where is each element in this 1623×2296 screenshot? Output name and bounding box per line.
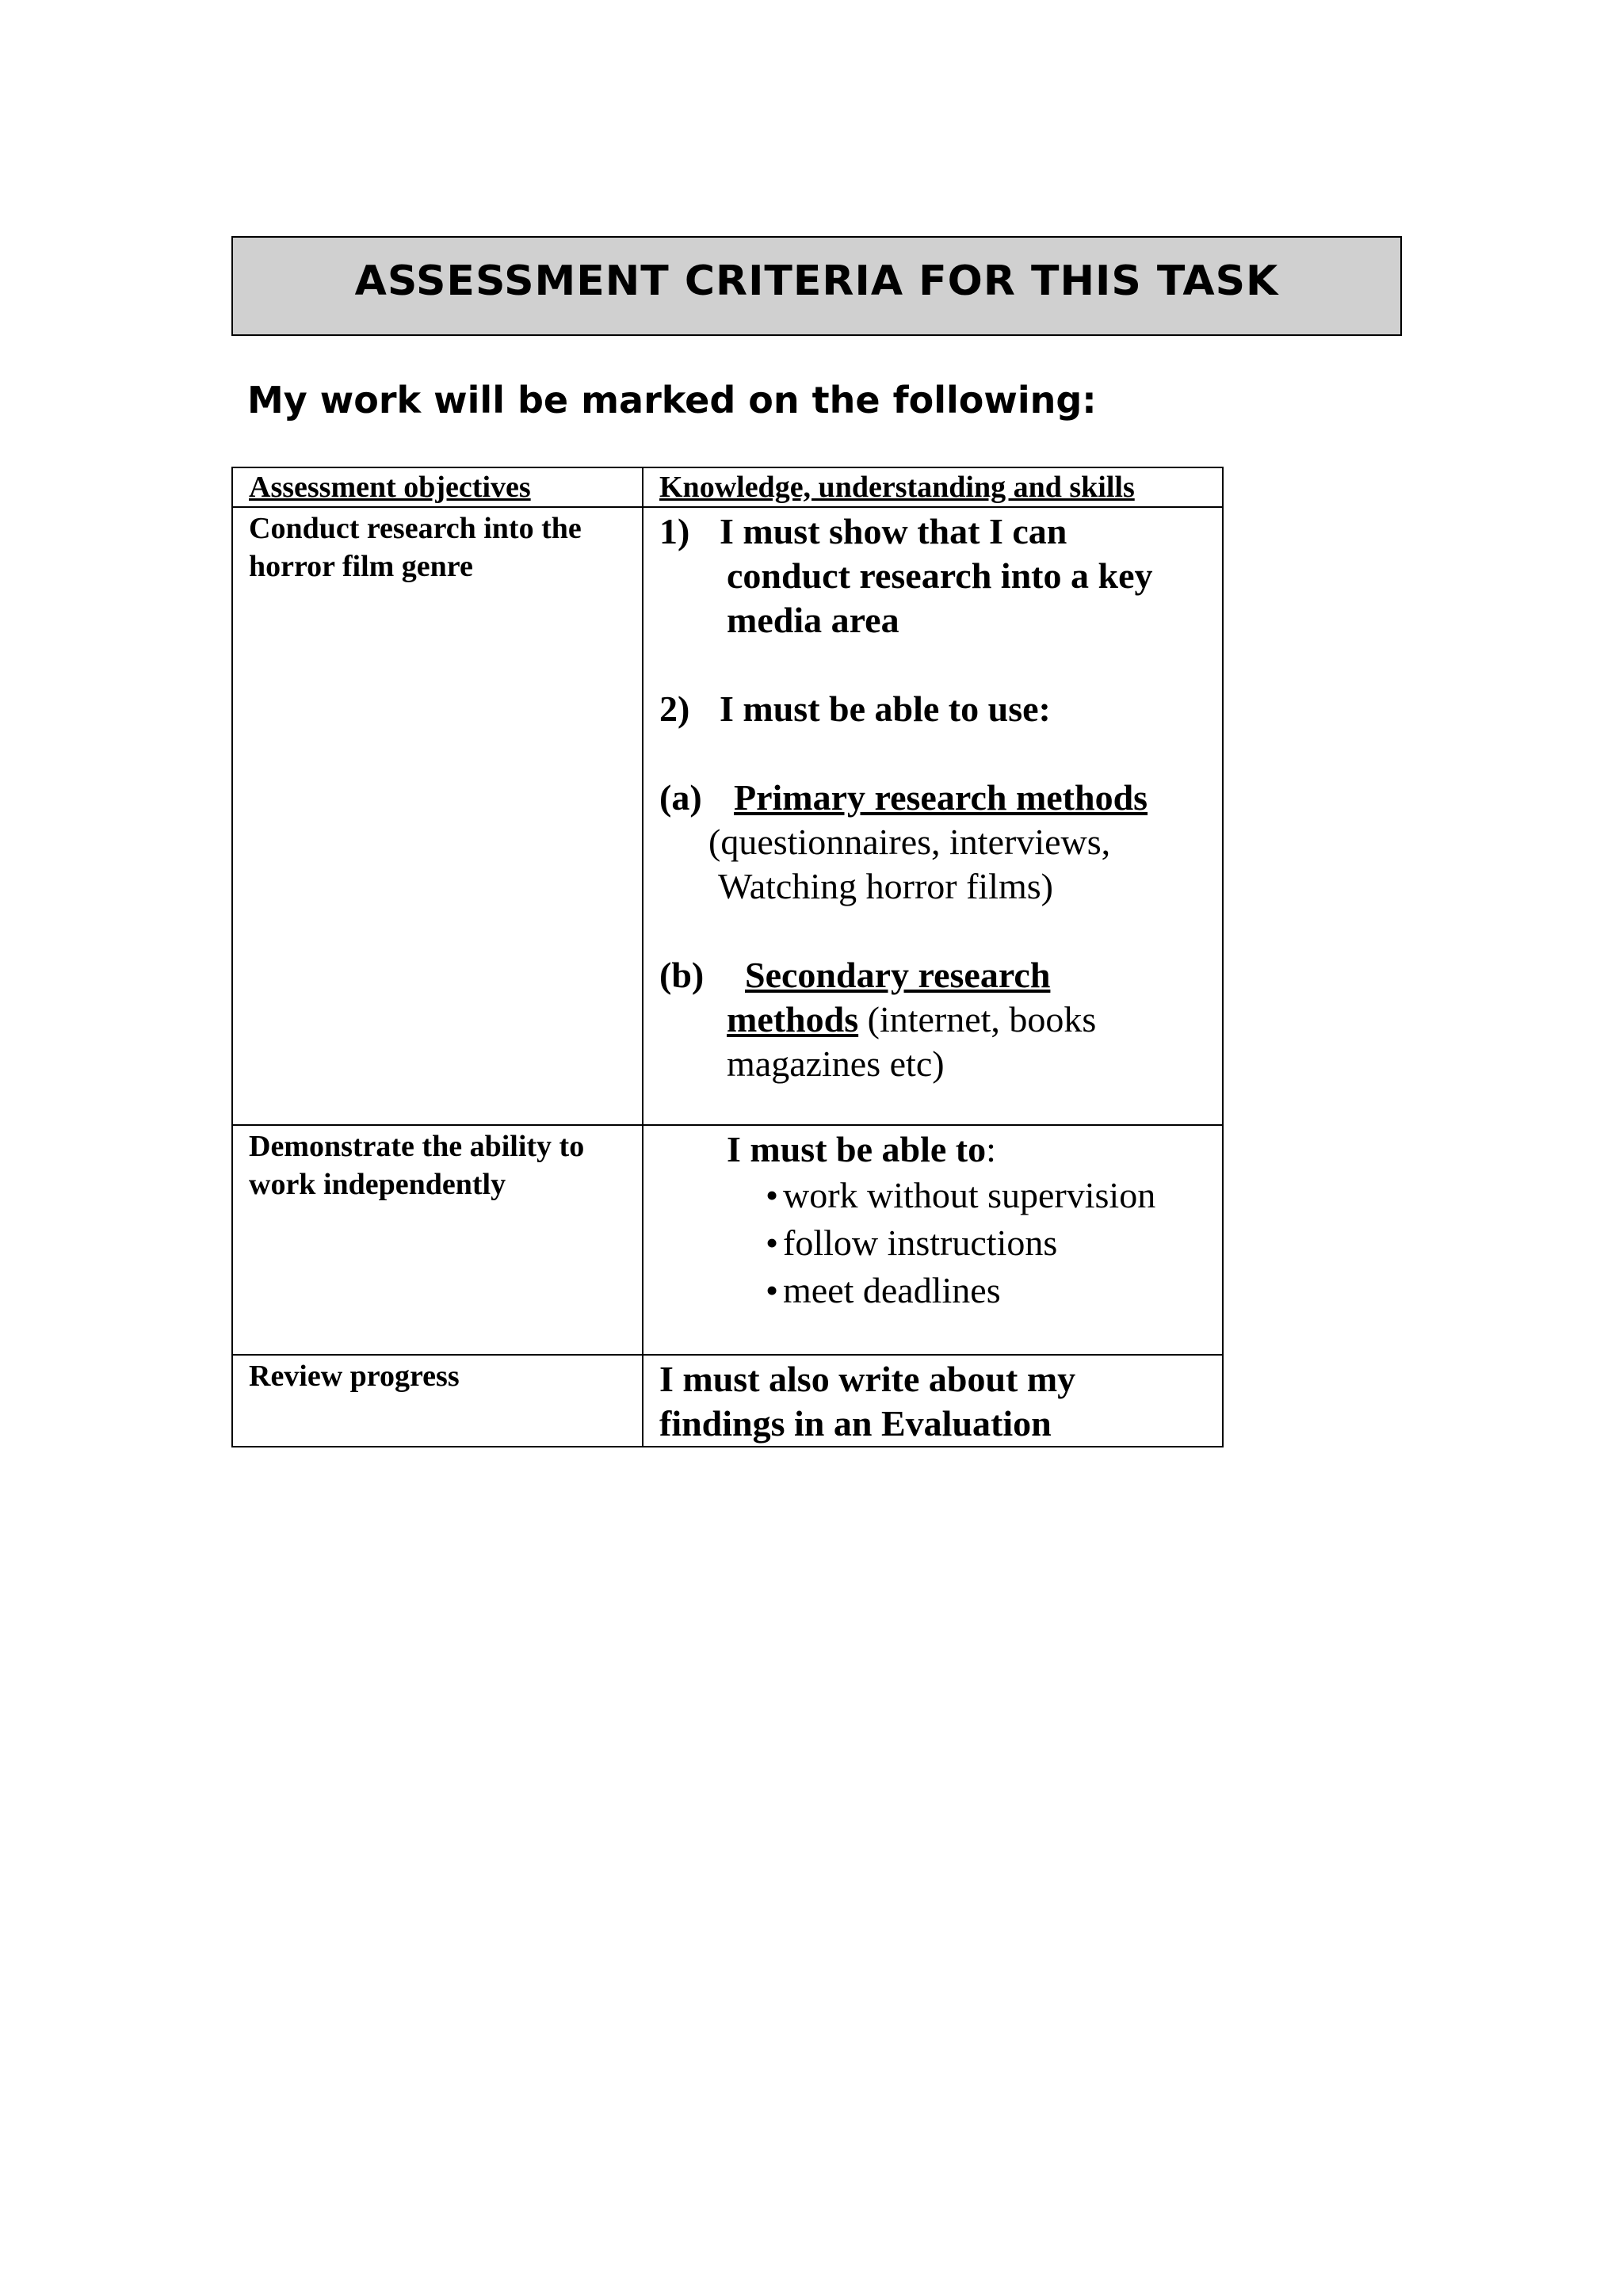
criteria-table	[231, 467, 1224, 1447]
objective-cell	[232, 507, 643, 1125]
knowledge-cell	[643, 1125, 1223, 1355]
objective-cell	[232, 1355, 643, 1447]
table-row	[232, 507, 1223, 1125]
list-item: • work without supervision	[659, 1172, 1222, 1219]
objective-cell	[232, 1125, 643, 1355]
table-row	[232, 1355, 1223, 1447]
objective-line: work independently	[249, 1168, 506, 1201]
objective-line: Review progress	[249, 1360, 460, 1393]
objective-line: horror film genre	[249, 550, 473, 583]
knowledge-cell	[643, 507, 1223, 1125]
header-objectives: Assessment objectives	[232, 467, 643, 507]
item-2: 2) I must be able to use:	[659, 688, 1051, 729]
item-1: 1) I must show that I can conduct research into a key media area	[659, 511, 1153, 640]
table-row	[232, 1125, 1223, 1355]
item-b: (b) Secondary research methods (internet, books magazines etc)	[659, 955, 1097, 1084]
list-item: • follow instructions	[659, 1219, 1222, 1267]
page-title: ASSESSMENT CRITERIA FOR THIS TASK	[354, 257, 1279, 305]
header-knowledge: Knowledge, understanding and skills	[643, 467, 1223, 507]
objective-line: Demonstrate the ability to	[249, 1130, 585, 1163]
title-banner	[231, 236, 1402, 336]
bullet-list	[659, 1172, 1222, 1314]
item-a: (a) Primary research methods (questionnaires, interviews, Watching horror films)	[659, 777, 1148, 906]
table-header-row	[232, 467, 1223, 507]
intro-line: I must be able to:	[727, 1129, 996, 1169]
subheading: My work will be marked on the following:	[247, 379, 1097, 421]
knowledge-cell: I must also write about my findings in an Evaluation	[643, 1355, 1223, 1447]
objective-line: Conduct research into the	[249, 512, 582, 545]
list-item: • meet deadlines	[659, 1267, 1222, 1314]
